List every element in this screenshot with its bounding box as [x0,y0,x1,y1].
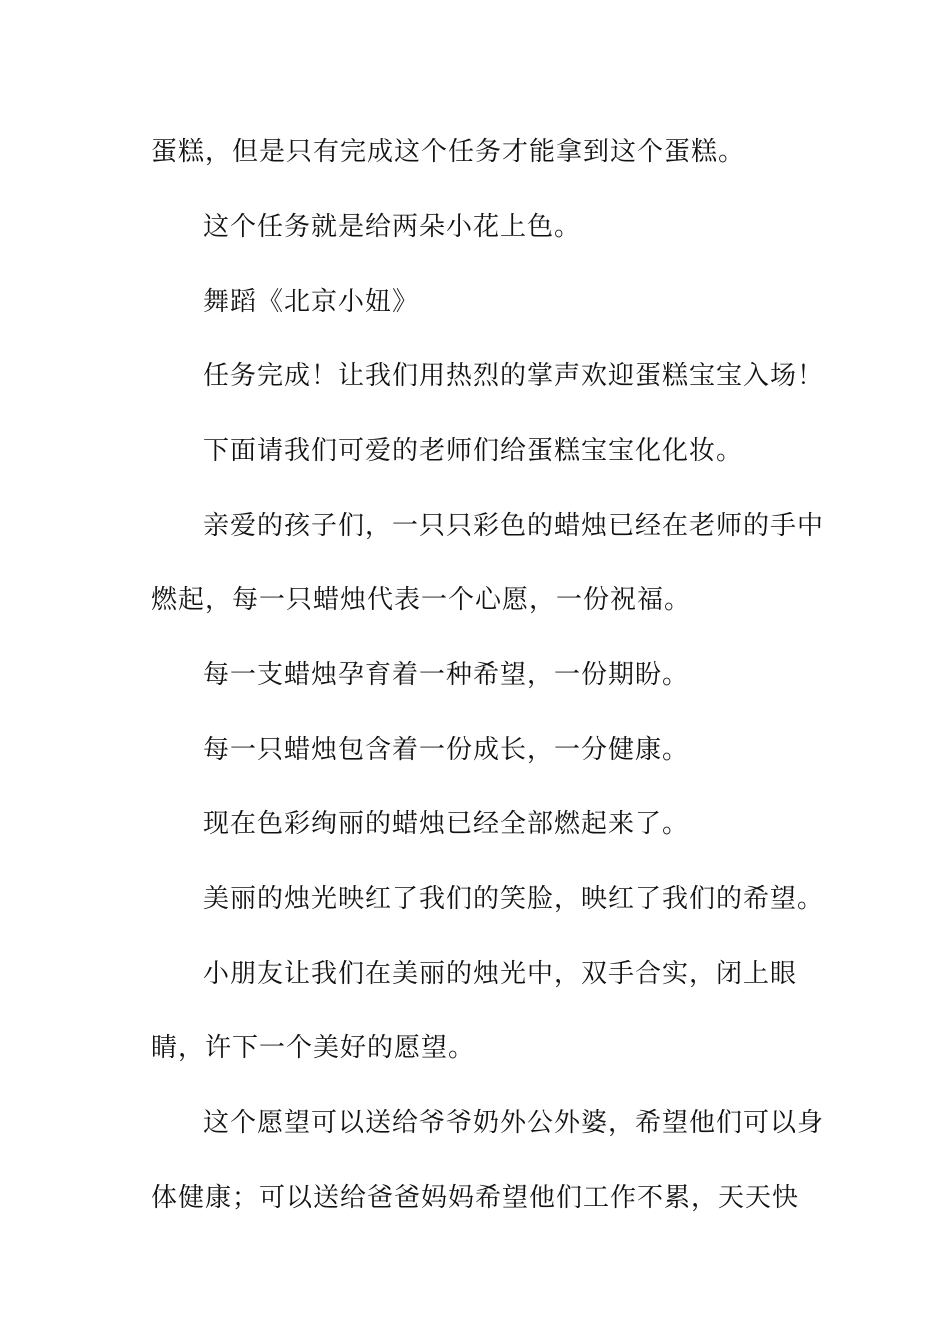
text-line: 这个愿望可以送给爷爷奶外公外婆，希望他们可以身 [203,1108,825,1138]
text-line: 舞蹈《北京小妞》 [203,287,420,317]
text-line: 美丽的烛光映红了我们的笑脸，映红了我们的希望。 [203,884,825,914]
text-line: 每一只蜡烛包含着一份成长，一分健康。 [203,735,690,765]
text-line: 睛，许下一个美好的愿望。 [151,1033,476,1063]
text-line: 现在色彩绚丽的蜡烛已经全部燃起来了。 [203,809,690,839]
text-line: 小朋友让我们在美丽的烛光中，双手合实，闭上眼 [203,959,798,989]
text-line: 燃起，每一只蜡烛代表一个心愿，一份祝福。 [151,585,692,615]
text-line: 任务完成！让我们用热烈的掌声欢迎蛋糕宝宝入场！ [203,361,825,391]
text-line: 体健康；可以送给爸爸妈妈希望他们工作不累，天天快 [151,1183,800,1213]
text-line: 这个任务就是给两朵小花上色。 [203,212,582,242]
text-line: 亲爱的孩子们，一只只彩色的蜡烛已经在老师的手中 [203,511,825,541]
text-line: 下面请我们可爱的老师们给蛋糕宝宝化化妆。 [203,436,744,466]
text-line: 蛋糕，但是只有完成这个任务才能拿到这个蛋糕。 [151,137,746,167]
text-line: 每一支蜡烛孕育着一种希望，一份期盼。 [203,660,690,690]
